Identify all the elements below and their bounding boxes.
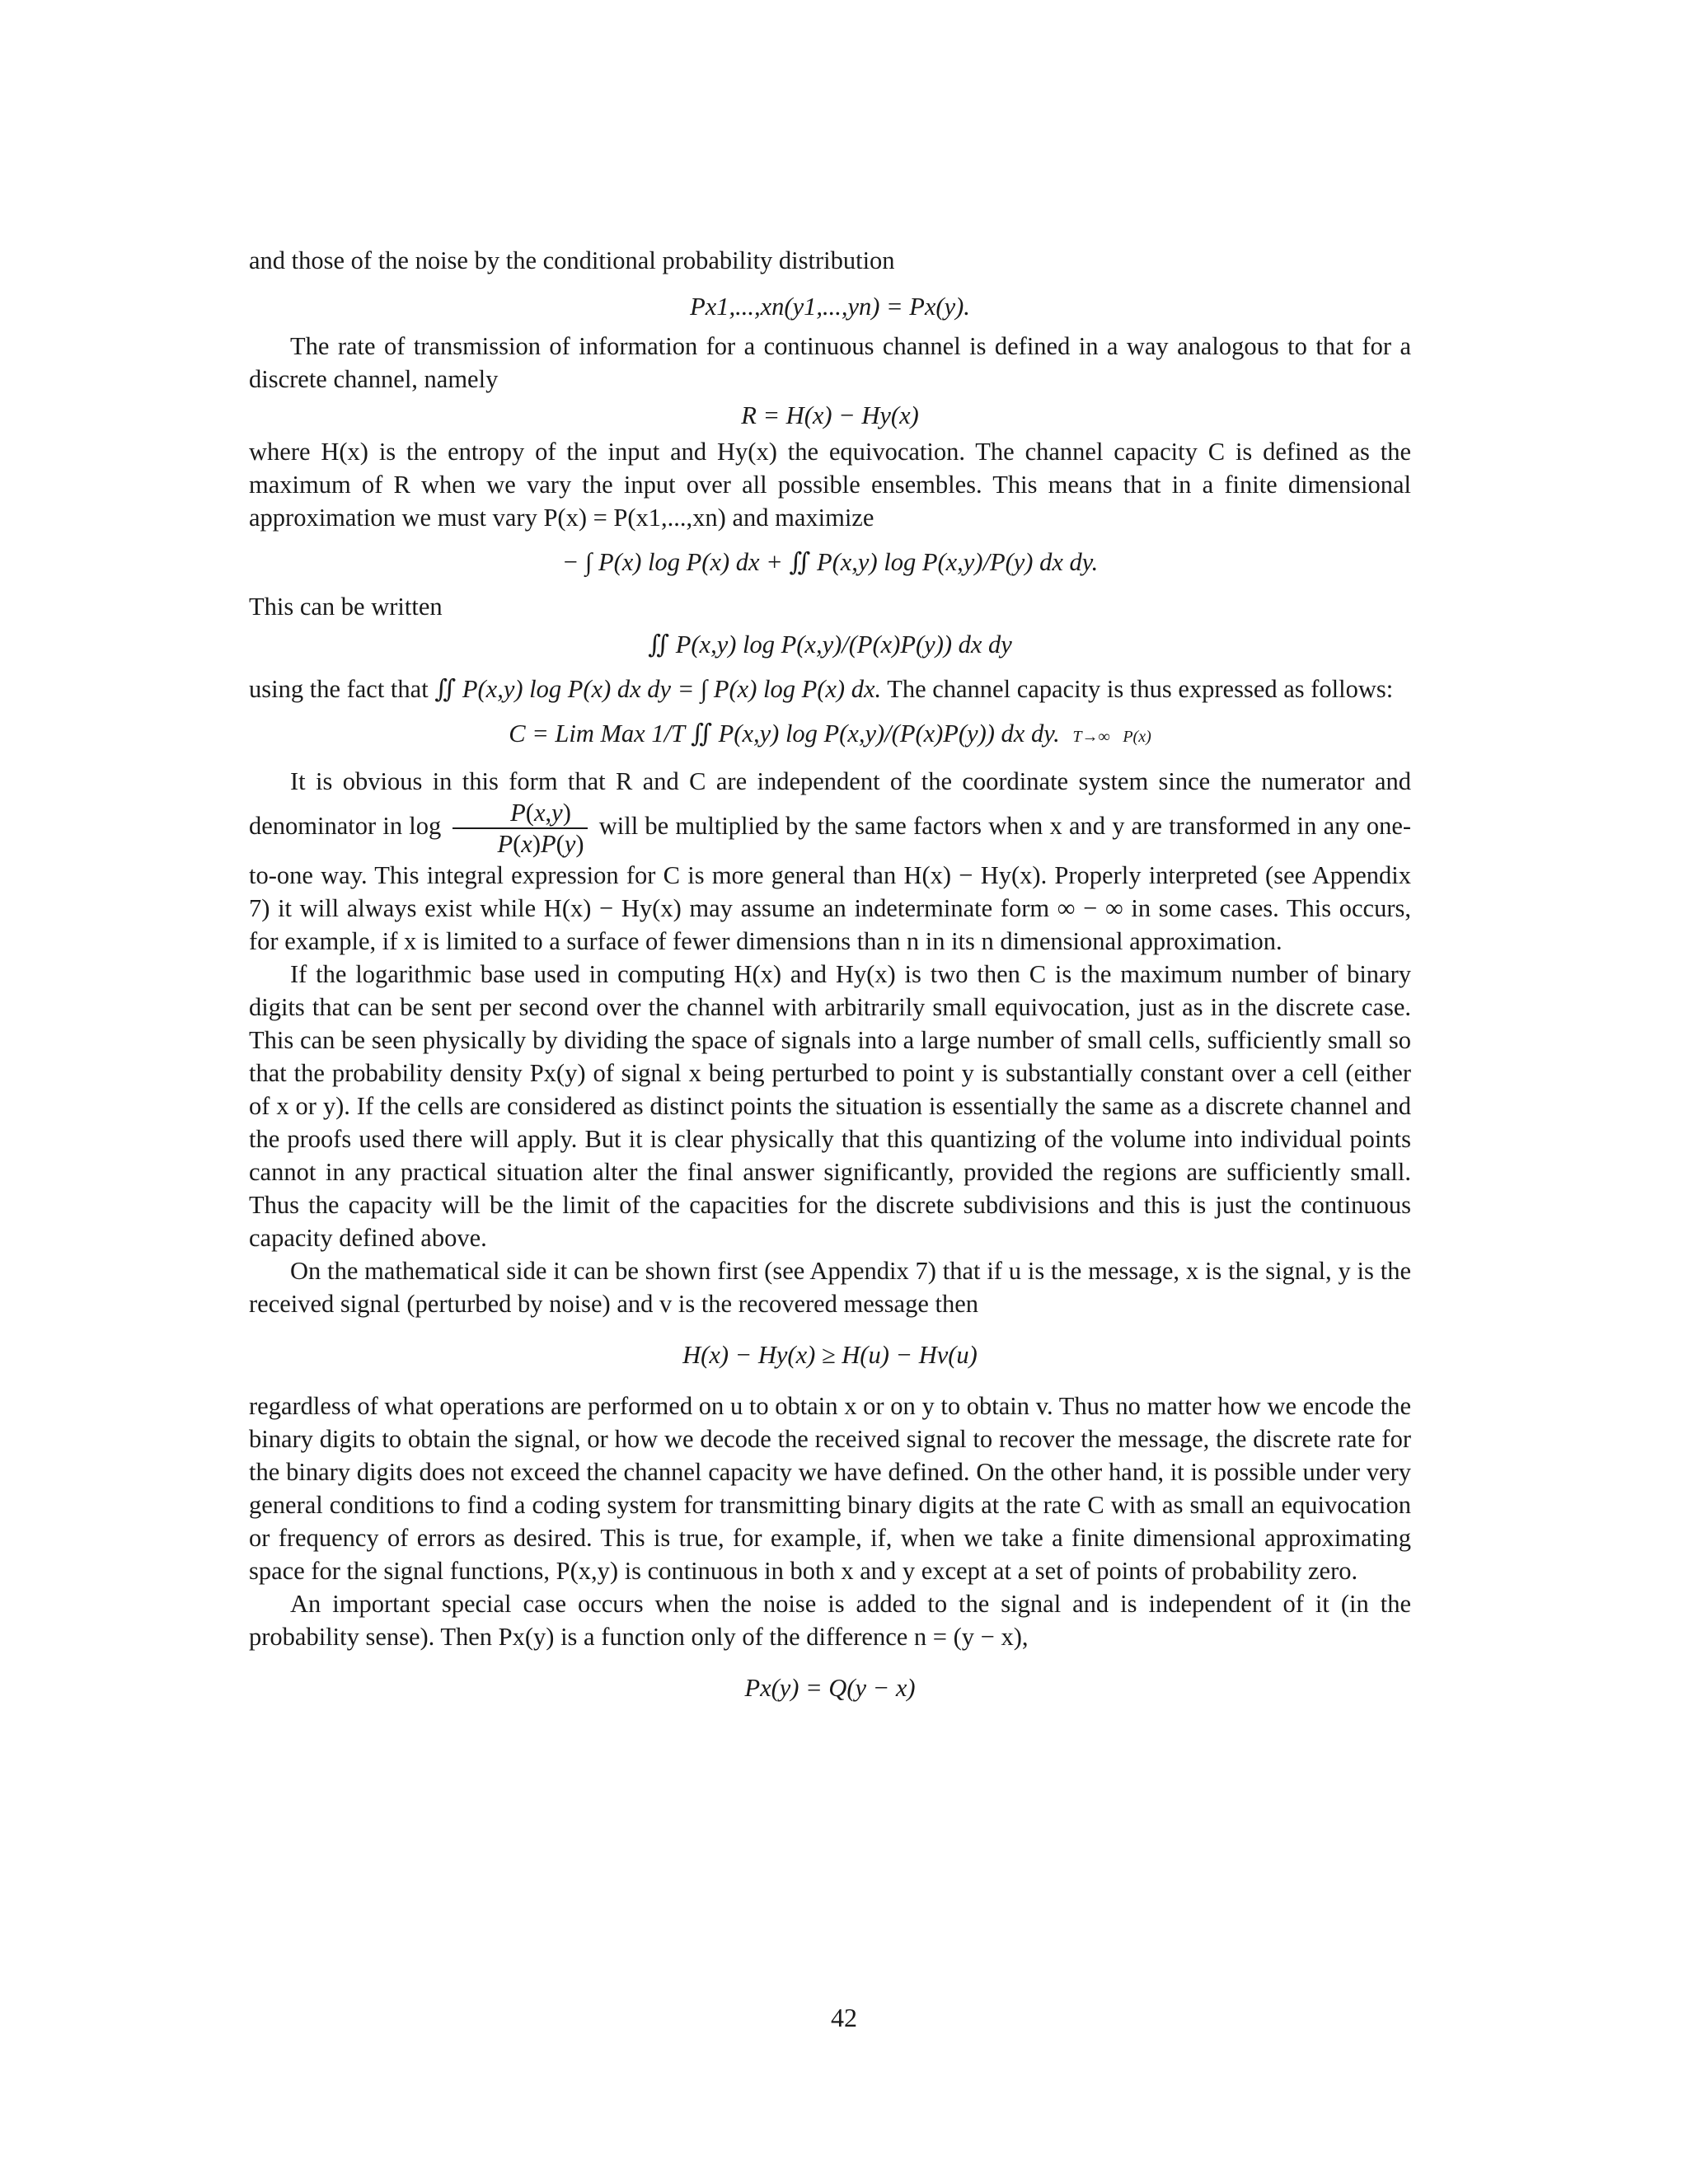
- page-number: 42: [831, 2003, 857, 2032]
- equation-mutual-information: ∬ P(x,y) log P(x,y)/(P(x)P(y)) dx dy: [648, 630, 1012, 658]
- paragraph: On the mathematical side it can be shown first (see Appendix 7) that if u is the message, x is the signal, y is the received signal (perturbed by noise) and v is the recovered message then: [249, 1257, 1411, 1318]
- fraction-denominator: P(x)P(y): [452, 827, 587, 859]
- paragraph: [249, 765, 1411, 958]
- equation-conditional-distribution: Px1,...,xn(y1,...,yn) = Px(y).: [690, 293, 970, 321]
- page-body: [249, 244, 1411, 1704]
- text-run: will be multiplied by the same factors when x and y are transformed in any one-to-one way. This integral expression for C is more general than H(x) − Hy(x). Properly interpreted (see Appendix 7) it will always exist while H(x) − Hy(x) may assume an indeterminate form ∞ − ∞ in some cases. This occurs, for example, if x is limited to a surface of fewer dimensions than n in its n dimensional approximation.: [249, 812, 1412, 955]
- text-run: It is obvious in this form that R and C are independent of the coordinate system since the numerator and denominator in log: [249, 767, 1411, 840]
- text-run: using the fact that: [249, 675, 429, 703]
- equation-text: C = Lim Max 1/T ∬ P(x,y) log P(x,y)/(P(x)P(y)) dx dy.: [509, 719, 1060, 748]
- equation-noise-density: Px(y) = Q(y − x): [744, 1674, 916, 1702]
- equation-inequality: H(x) − Hy(x) ≥ H(u) − Hv(u): [682, 1341, 978, 1369]
- paragraph: and those of the noise by the conditional probability distribution: [249, 246, 895, 274]
- paragraph: An important special case occurs when the noise is added to the signal and is independent of it (in the probability sense). Then Px(y) is a function only of the difference n = (y − x),: [249, 1590, 1411, 1651]
- equation-capacity: [249, 717, 1411, 753]
- equation-maximize: − ∫ P(x) log P(x) dx + ∬ P(x,y) log P(x,y)/P(y) dx dy.: [561, 548, 1099, 576]
- paragraph: This can be written: [249, 593, 443, 621]
- fraction-numerator: P(x,y): [510, 799, 571, 827]
- text-run: The channel capacity is thus expressed as follows:: [887, 675, 1394, 703]
- paragraph: [249, 673, 1411, 705]
- paragraph: regardless of what operations are performed on u to obtain x or on y to obtain v. Thus no matter how we encode the binary digits to obtain the signal, or how we decode the received signal to recover the message, the discrete rate for the binary digits does not exceed the channel capacity we have defined. On the other hand, it is possible under very general conditions to find a coding system for transmitting binary digits at the rate C with as small an equivocation or frequency of errors as desired. This is true, for example, if, when we take a finite dimensional approximating space for the signal functions, P(x,y) is continuous in both x and y except at a set of points of probability zero.: [249, 1392, 1411, 1585]
- equation-rate: R = H(x) − Hy(x): [741, 401, 919, 429]
- paragraph: The rate of transmission of information for a continuous channel is defined in a way analogous to that for a discrete channel, namely: [249, 332, 1411, 393]
- paragraph: If the logarithmic base used in computing H(x) and Hy(x) is two then C is the maximum number of binary digits that can be sent per second over the channel with arbitrarily small equivocation, just as in the discrete case. This can be seen physically by dividing the space of signals into a large number of small cells, sufficiently small so that the probability density Px(y) of signal x being perturbed to point y is substantially constant over a cell (either of x or y). If the cells are considered as distinct points the situation is essentially the same as a discrete channel and the proofs used there will apply. But it is clear physically that this quantizing of the volume into individual points cannot in any practical situation alter the final answer significantly, provided the regions are sufficiently small. Thus the capacity will be the limit of the capacities for the discrete subdivisions and this is just the continuous capacity defined above.: [249, 960, 1411, 1252]
- max-subscript: P(x): [1123, 728, 1151, 746]
- inline-equation: ∬ P(x,y) log P(x) dx dy = ∫ P(x) log P(x) dx.: [434, 675, 882, 703]
- paragraph: where H(x) is the entropy of the input and Hy(x) the equivocation. The channel capacity C is defined as the maximum of R when we vary the input over all possible ensembles. This means that in a finite dimensional approximation we must vary P(x) = P(x1,...,xn) and maximize: [249, 438, 1411, 532]
- limit-subscript: T→∞: [1072, 728, 1110, 746]
- inline-fraction: [452, 798, 587, 859]
